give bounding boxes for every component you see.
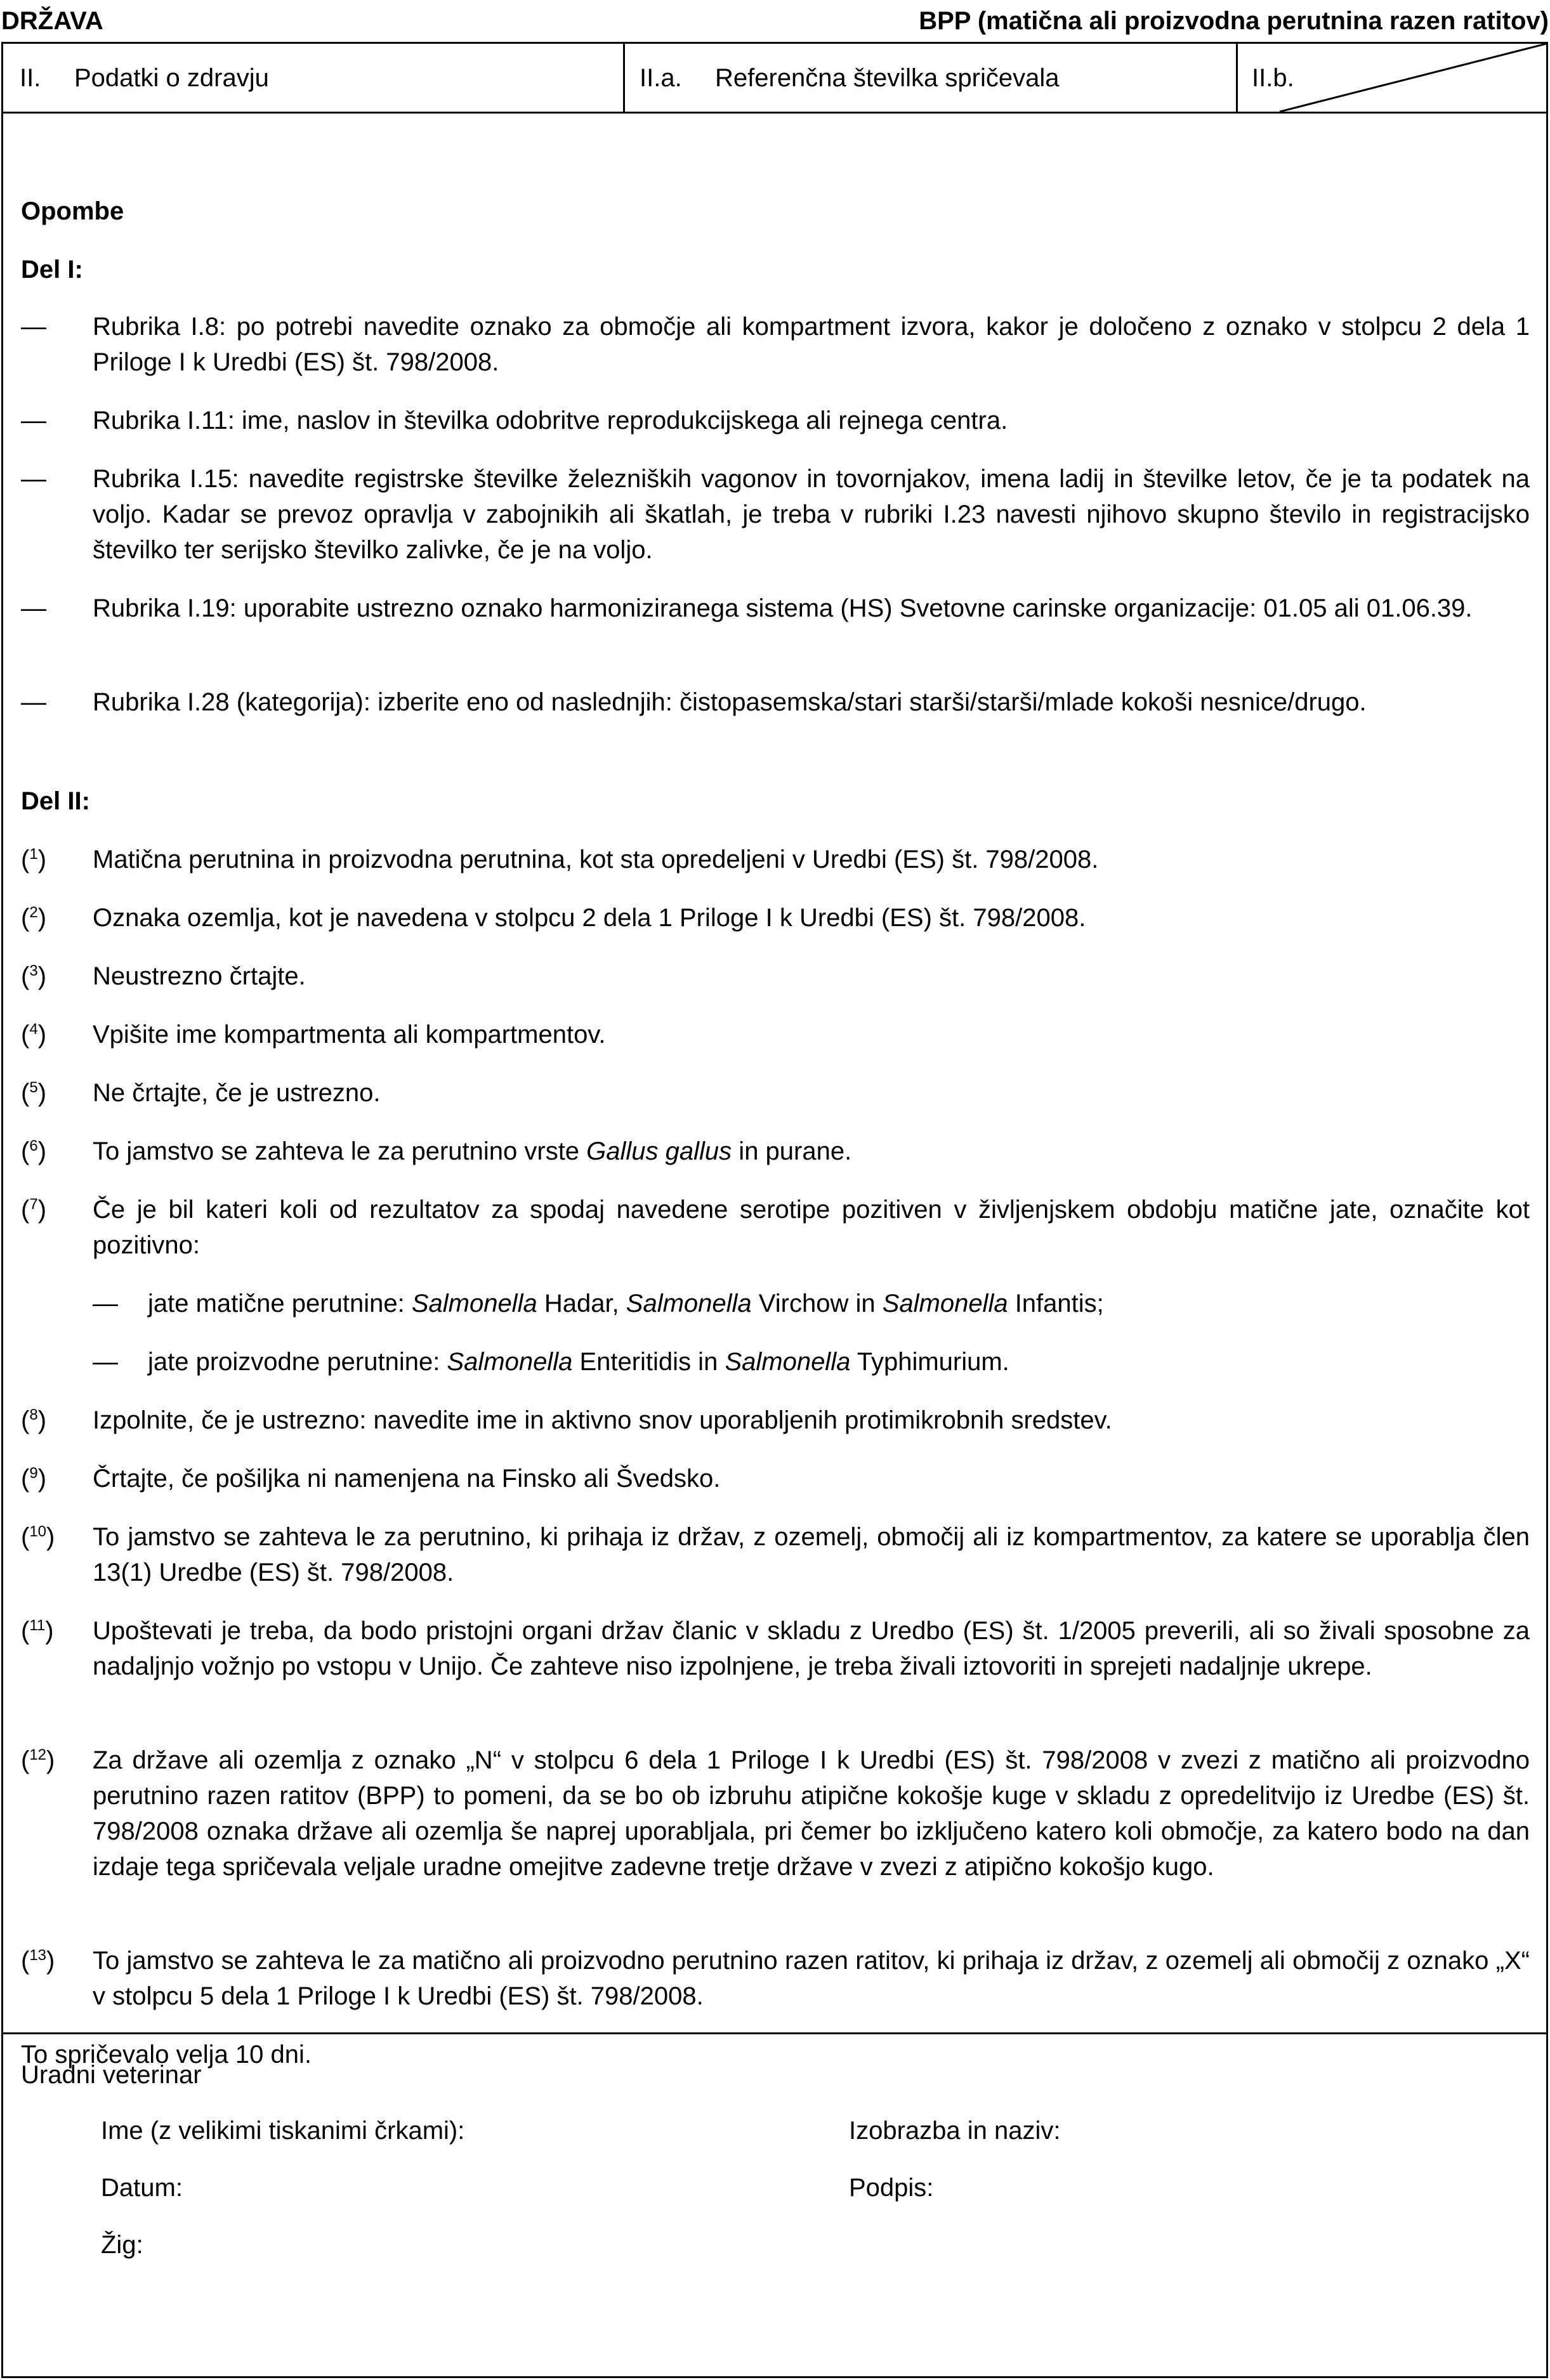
dash-marker: — xyxy=(93,1348,118,1376)
certificate-frame xyxy=(1,42,1548,2378)
dash-marker: — xyxy=(93,1290,118,1318)
footnote-text: Oznaka ozemlja, kot je navedena v stolpcu 2 dela 1 Priloge I k Uredbi (ES) št. 798/2008. xyxy=(93,904,1086,932)
footnote-text: Ne črtajte, če je ustrezno. xyxy=(93,1079,381,1107)
footnote-marker: ($^{10}$) xyxy=(21,1523,55,1551)
footnote-text: Vpišite ime kompartmenta ali kompartmentov. xyxy=(93,1021,606,1049)
footnote-text: To jamstvo se zahteva le za perutnino, ki prihaja iz držav, z ozemelj, območij ali iz kompartmentov, za katere se uporablja člen 13(1) Uredbe (ES) št. 798/2008. xyxy=(93,1523,1530,1586)
date-field-label: Datum: xyxy=(101,2174,183,2202)
footnote-text: Če je bil kateri koli od rezultatov za spodaj navedene serotipe pozitiven v življenjskem obdobju matične jate, označite kot pozitivno: xyxy=(93,1196,1530,1259)
part1-title: Del I: xyxy=(21,256,83,284)
footnote-text: Matična perutnina in proizvodna perutnina, kot sta opredeljeni v Uredbi (ES) št. 798/2008. xyxy=(93,846,1099,873)
part1-item-text: Rubrika I.11: ime, naslov in številka odobritve reprodukcijskega ali rejnega centra. xyxy=(93,407,1008,435)
footnote-text: To jamstvo se zahteva le za perutnino vrste Gallus gallus in purane. xyxy=(93,1137,852,1165)
part1-item-text: Rubrika I.19: uporabite ustrezno oznako harmoniziranega sistema (HS) Svetovne carinske organizacije: 01.05 ali 01.06.39. xyxy=(93,594,1473,622)
footnote-marker: ($^{12}$) xyxy=(21,1746,55,1774)
part1-item-text: Rubrika I.15: navedite registrske številke železniških vagonov in tovornjakov, imena ladij in številke letov, če je ta podatek na voljo. Kadar se prevoz opravlja v zabojnikih ali škatlah, je treba v rubriki I.23 navesti njihovo skupno število in registracijsko številko ter serijsko številko zalivke, če je na voljo. xyxy=(93,465,1530,564)
country-label: DRŽAVA xyxy=(1,7,103,35)
footnote-marker: ($^8$) xyxy=(21,1406,47,1434)
footnote-marker: ($^4$) xyxy=(21,1021,47,1049)
reference-number-label: Referenčna številka spričevala xyxy=(715,63,1060,92)
section-iib-label: II.b. xyxy=(1252,63,1294,92)
footnote-marker: ($^5$) xyxy=(21,1079,47,1107)
part2-title: Del II: xyxy=(21,787,90,815)
footnote-text: Za države ali ozemlja z oznako „N“ v stolpcu 6 dela 1 Priloge I k Uredbi (ES) št. 798/2008 v zvezi z matično ali proizvodno perutnino razen ratitov (BPP) to pomeni, da se bo ob izbruhu atipične kokošje kuge v skladu z opredelitvijo iz Uredbe (ES) št. 798/2008 oznaka države ali ozemlja še naprej uporabljala, pri čemer bo izključeno katero koli območje, za katero bodo na dan izdaje tega spričevala veljale uradne omejitve zadevne tretje države v zvezi z atipično kokošjo kugo. xyxy=(93,1746,1530,1881)
validity-statement: To spričevalo velja 10 dni. xyxy=(21,2041,312,2069)
stamp-field-label: Žig: xyxy=(101,2231,143,2259)
footnote-marker: ($^{13}$) xyxy=(21,1947,55,1975)
dash-marker: — xyxy=(21,313,46,341)
part1-item-text: Rubrika I.28 (kategorija): izberite eno od naslednjih: čistopasemska/stari starši/starši/mlade kokoši nesnice/drugo. xyxy=(93,688,1367,716)
name-field-label: Ime (z velikimi tiskanimi črkami): xyxy=(101,2117,465,2145)
footnote-text: Neustrezno črtajte. xyxy=(93,962,306,990)
dash-marker: — xyxy=(21,688,46,716)
official-veterinarian-title: Uradni veterinar xyxy=(21,2061,202,2089)
footnote-text: To jamstvo se zahteva le za matično ali proizvodno perutnino razen ratitov, ki prihaja iz držav, z ozemelj ali območij z oznako „X“ v stolpcu 5 dela 1 Priloge I k Uredbi (ES) št. 798/2008. xyxy=(93,1947,1530,2010)
dash-marker: — xyxy=(21,465,46,493)
notes-title: Opombe xyxy=(21,197,124,225)
footnote-marker: ($^2$) xyxy=(21,904,47,932)
section-number: II. xyxy=(20,63,41,92)
footnote-marker: ($^{11}$) xyxy=(21,1617,54,1645)
qualification-field-label: Izobrazba in naziv: xyxy=(849,2117,1061,2145)
certificate-type-label: BPP (matična ali proizvodna perutnina razen ratitov) xyxy=(919,7,1549,35)
health-info-header-row xyxy=(3,44,1546,114)
footnote-text: Črtajte, če pošiljka ni namenjena na Finsko ali Švedsko. xyxy=(93,1465,721,1493)
signature-divider xyxy=(3,2032,1546,2034)
reference-number-label-num: II.a. xyxy=(640,63,682,92)
footnote-marker: ($^7$) xyxy=(21,1196,47,1224)
signature-field-label: Podpis: xyxy=(849,2174,934,2202)
footnote-marker: ($^3$) xyxy=(21,962,47,990)
footnote-marker: ($^1$) xyxy=(21,846,47,873)
sub-item-text: jate proizvodne perutnine: Salmonella Enteritidis in Salmonella Typhimurium. xyxy=(148,1348,1009,1376)
sub-item-text: jate matične perutnine: Salmonella Hadar, Salmonella Virchow in Salmonella Infantis; xyxy=(148,1290,1104,1318)
document-header xyxy=(0,0,1550,42)
section-title: Podatki o zdravju xyxy=(74,63,269,92)
diagonal-strike-mark xyxy=(1235,44,1546,112)
dash-marker: — xyxy=(21,594,46,622)
footnote-marker: ($^9$) xyxy=(21,1465,47,1493)
part1-item-text: Rubrika I.8: po potrebi navedite oznako za območje ali kompartment izvora, kakor je določeno z oznako v stolpcu 2 dela 1 Priloge I k Uredbi (ES) št. 798/2008. xyxy=(93,313,1530,376)
column-divider xyxy=(623,44,625,112)
footnote-marker: ($^6$) xyxy=(21,1137,47,1165)
dash-marker: — xyxy=(21,407,46,435)
footnote-text: Upoštevati je treba, da bodo pristojni organi držav članic v skladu z Uredbo (ES) št. 1/2005 preverili, ali so živali sposobne za nadaljnjo vožnjo po vstopu v Unijo. Če zahteve niso izpolnjene, je treba živali iztovoriti in sprejeti nadaljnje ukrepe. xyxy=(93,1617,1530,1680)
footnote-text: Izpolnite, če je ustrezno: navedite ime in aktivno snov uporabljenih protimikrobnih sredstev. xyxy=(93,1406,1112,1434)
